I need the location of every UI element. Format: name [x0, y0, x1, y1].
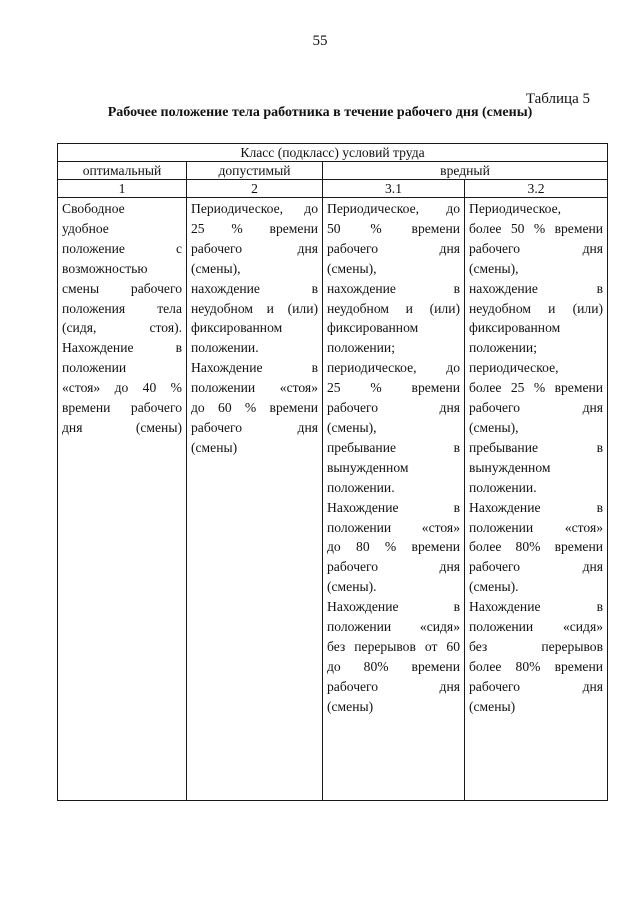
- cell-line: 25 % времени: [327, 380, 460, 396]
- cell-line: (смены).: [469, 579, 519, 595]
- cell-line: (сидя, стоя).: [62, 320, 182, 336]
- table-title: Рабочее положение тела работника в течение рабочего дня (смены): [107, 105, 533, 120]
- cell-line: Периодическое, до: [191, 201, 318, 216]
- cell-line: рабочего дня: [327, 240, 460, 256]
- cell-line: нахождение в: [327, 280, 460, 296]
- cell-line: (смены): [191, 439, 238, 455]
- cell-line: 25 % времени: [191, 220, 318, 236]
- cell-line: удобное: [62, 220, 109, 236]
- cell-line: фиксированном: [469, 320, 561, 336]
- cell-line: нахождение в: [469, 280, 604, 296]
- cell-line: положении: [62, 360, 127, 376]
- class-header-optimal: оптимальный: [58, 162, 187, 180]
- cell-line: нахождение в: [191, 280, 318, 296]
- cell-line: Нахождение в: [191, 360, 318, 376]
- cell-line: рабочего дня: [469, 240, 604, 256]
- cell-line: положении.: [469, 479, 537, 495]
- cell-line: более 25 % времени: [469, 380, 604, 396]
- cell-line: до 60 % времени: [191, 400, 318, 416]
- class-header-row: [58, 162, 608, 180]
- cell-line: фиксированном: [191, 320, 283, 336]
- cell-line: (смены): [469, 698, 516, 714]
- cell-line: рабочего дня: [469, 678, 604, 694]
- cell-line: (смены).: [327, 579, 377, 595]
- cell-line: Нахождение в: [62, 340, 182, 356]
- cell-line: времени рабочего: [62, 400, 182, 416]
- cell-line: более 80% времени: [469, 658, 604, 674]
- cell-line: положении «сидя»: [469, 619, 604, 635]
- cell-optimal: [58, 198, 187, 801]
- cell-line: рабочего дня: [327, 678, 460, 694]
- cell-line: положения тела: [62, 300, 182, 316]
- class-header-harmful: вредный: [323, 162, 608, 180]
- cell-harmful-3-1: [323, 198, 465, 801]
- cell-line: (смены),: [469, 419, 519, 435]
- cell-line: периодическое, до: [327, 360, 460, 376]
- cell-line: рабочего дня: [191, 419, 318, 435]
- cell-line: пребывание в: [327, 439, 460, 455]
- cell-line: периодическое,: [469, 360, 559, 376]
- working-posture-table: [57, 143, 608, 801]
- cell-line: Нахождение в: [469, 499, 604, 515]
- column-number-2: 2: [187, 180, 323, 198]
- cell-line: рабочего дня: [469, 559, 604, 575]
- cell-line: вынужденном: [469, 459, 551, 475]
- table-label: Таблица 5: [525, 91, 590, 107]
- cell-line: Нахождение в: [327, 499, 460, 515]
- group-header: Класс (подкласс) условий труда: [58, 144, 608, 162]
- cell-harmful-3-2: [465, 198, 608, 801]
- cell-line: (смены),: [469, 260, 519, 276]
- cell-line: возможностью: [62, 260, 148, 276]
- cell-line: (смены),: [191, 260, 241, 276]
- cell-line: Свободное: [62, 201, 125, 216]
- cell-line: смены рабочего: [62, 280, 182, 296]
- class-header-acceptable: допустимый: [187, 162, 323, 180]
- cell-line: положении «стоя»: [469, 519, 604, 535]
- cell-line: неудобном и (или): [469, 300, 604, 316]
- cell-line: 50 % времени: [327, 220, 460, 236]
- column-number-3-1: 3.1: [323, 180, 465, 198]
- cell-line: до 80 % времени: [327, 539, 460, 555]
- cell-line: положении «стоя»: [327, 519, 460, 535]
- cell-line: положении;: [469, 340, 537, 356]
- cell-line: положение с: [62, 240, 182, 256]
- cell-line: фиксированном: [327, 320, 419, 336]
- cell-line: положении «стоя»: [191, 380, 318, 396]
- page-number: 55: [312, 33, 328, 49]
- cell-line: рабочего дня: [469, 400, 604, 416]
- cell-line: до 80% времени: [327, 658, 460, 674]
- cell-line: положении;: [327, 340, 395, 356]
- column-number-3-2: 3.2: [465, 180, 608, 198]
- cell-line: положении.: [327, 479, 395, 495]
- cell-line: рабочего дня: [191, 240, 318, 256]
- cell-line: без перерывов от 60: [327, 638, 460, 654]
- cell-line: (смены),: [327, 419, 377, 435]
- table-row: [58, 198, 608, 801]
- cell-line: Нахождение в: [469, 599, 604, 615]
- cell-line: дня (смены): [62, 419, 182, 435]
- cell-line: «стоя» до 40 %: [62, 380, 182, 396]
- group-header-row: [58, 144, 608, 162]
- cell-acceptable: [187, 198, 323, 801]
- column-number-1: 1: [58, 180, 187, 198]
- cell-line: положении «сидя»: [327, 619, 460, 635]
- cell-line: пребывание в: [469, 439, 604, 455]
- cell-line: рабочего дня: [327, 400, 460, 416]
- cell-line: неудобном и (или): [191, 300, 318, 316]
- cell-line: положении.: [191, 340, 259, 356]
- cell-line: без перерывов: [469, 638, 604, 654]
- cell-line: (смены),: [327, 260, 377, 276]
- cell-line: рабочего дня: [327, 559, 460, 575]
- cell-line: Периодическое,: [469, 201, 562, 216]
- cell-line: Нахождение в: [327, 599, 460, 615]
- cell-line: вынужденном: [327, 459, 409, 475]
- cell-line: более 80% времени: [469, 539, 604, 555]
- cell-line: (смены): [327, 698, 374, 714]
- cell-line: неудобном и (или): [327, 300, 460, 316]
- column-number-row: [58, 180, 608, 198]
- cell-line: Периодическое, до: [327, 201, 460, 216]
- cell-line: более 50 % времени: [469, 220, 604, 236]
